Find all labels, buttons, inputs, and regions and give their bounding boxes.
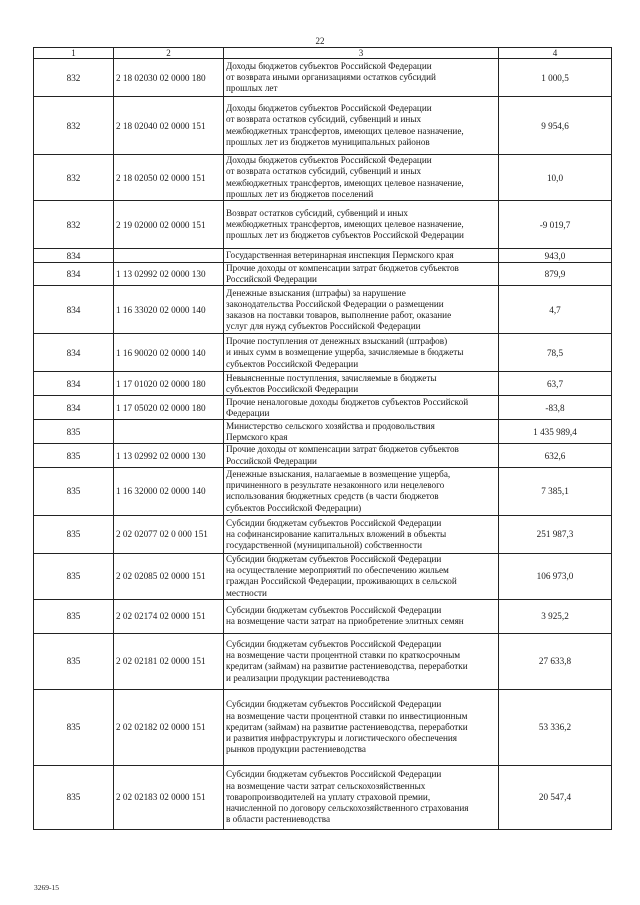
admin-code-cell: 835 [34,467,114,515]
revenue-code-cell: 2 02 02182 02 0000 151 [114,689,224,765]
table-row [34,467,612,515]
document-code: 3269-15 [34,883,59,892]
table-row [34,765,612,829]
revenue-name-cell: Прочие доходы от компенсации затрат бюджетов субъектов Российской Федерации [224,263,499,286]
revenue-code-cell: 2 02 02181 02 0000 151 [114,633,224,689]
amount-cell: 879,9 [499,263,612,286]
revenue-code-cell [114,249,224,263]
amount-cell: 3 925,2 [499,599,612,633]
table-row [34,263,612,286]
admin-code-cell: 835 [34,420,114,444]
revenue-name-cell: Прочие неналоговые доходы бюджетов субъектов Российской Федерации [224,396,499,420]
table-row [34,553,612,599]
table-row [34,420,612,444]
revenue-code-cell: 1 16 32000 02 0000 140 [114,467,224,515]
header-cell-2: 2 [114,48,224,59]
amount-cell: -83,8 [499,396,612,420]
revenue-name-cell: Субсидии бюджетам субъектов Российской Федерации на возмещение части затрат сельскохозяйственных товаропроизводителей на уплату страховой премии, начисленной по договору сельскохозяйственного страхования в области растениеводства [224,765,499,829]
revenue-code-cell: 2 02 02085 02 0000 151 [114,553,224,599]
admin-code-cell: 832 [34,59,114,97]
amount-cell: 106 973,0 [499,553,612,599]
table-row [34,599,612,633]
revenue-name-cell: Государственная ветеринарная инспекция Пермского края [224,249,499,263]
revenue-name-cell: Невыясненные поступления, зачисляемые в бюджеты субъектов Российской Федерации [224,372,499,396]
revenue-code-cell [114,420,224,444]
admin-code-cell: 835 [34,633,114,689]
amount-cell: 943,0 [499,249,612,263]
revenue-name-cell: Прочие доходы от компенсации затрат бюджетов субъектов Российской Федерации [224,444,499,467]
revenue-code-cell: 1 16 90020 02 0000 140 [114,334,224,372]
table-row [34,372,612,396]
header-cell-1: 1 [34,48,114,59]
revenue-code-cell: 1 16 33020 02 0000 140 [114,286,224,334]
amount-cell: 27 633,8 [499,633,612,689]
admin-code-cell: 832 [34,201,114,249]
revenue-name-cell: Доходы бюджетов субъектов Российской Федерации от возврата иными организациями остатков субсидий прошлых лет [224,59,499,97]
amount-cell: -9 019,7 [499,201,612,249]
table-header-row [34,48,612,59]
table-row [34,97,612,155]
amount-cell: 4,7 [499,286,612,334]
admin-code-cell: 832 [34,97,114,155]
table-row [34,201,612,249]
table-row [34,444,612,467]
admin-code-cell: 834 [34,396,114,420]
admin-code-cell: 835 [34,689,114,765]
amount-cell: 1 000,5 [499,59,612,97]
table-row [34,515,612,553]
table-row [34,334,612,372]
amount-cell: 1 435 989,4 [499,420,612,444]
revenue-code-cell: 1 13 02992 02 0000 130 [114,263,224,286]
amount-cell: 10,0 [499,155,612,201]
table-row [34,249,612,263]
header-cell-3: 3 [224,48,499,59]
revenue-code-cell: 2 19 02000 02 0000 151 [114,201,224,249]
admin-code-cell: 835 [34,444,114,467]
amount-cell: 9 954,6 [499,97,612,155]
amount-cell: 251 987,3 [499,515,612,553]
revenue-code-cell: 2 18 02030 02 0000 180 [114,59,224,97]
table-row [34,689,612,765]
amount-cell: 7 385,1 [499,467,612,515]
revenue-name-cell: Субсидии бюджетам субъектов Российской Федерации на осуществление мероприятий по обеспечению жильем граждан Российской Федерации, проживающих в сельской местности [224,553,499,599]
revenue-name-cell: Доходы бюджетов субъектов Российской Федерации от возврата остатков субсидий, субвенций и иных межбюджетных трансфертов, имеющих целевое назначение, прошлых лет из бюджетов муниципальных районов [224,97,499,155]
revenue-name-cell: Субсидии бюджетам субъектов Российской Федерации на возмещение части процентной ставки по краткосрочным кредитам (займам) на развитие растениеводства, переработки и реализации продукции растениеводства [224,633,499,689]
admin-code-cell: 834 [34,263,114,286]
amount-cell: 632,6 [499,444,612,467]
header-cell-4: 4 [499,48,612,59]
admin-code-cell: 835 [34,765,114,829]
table-row [34,633,612,689]
budget-table [33,47,612,830]
table-row [34,286,612,334]
admin-code-cell: 834 [34,286,114,334]
revenue-name-cell: Возврат остатков субсидий, субвенций и иных межбюджетных трансфертов, имеющих целевое назначение, прошлых лет из бюджетов субъектов Российской Федерации [224,201,499,249]
admin-code-cell: 834 [34,334,114,372]
revenue-name-cell: Денежные взыскания, налагаемые в возмещение ущерба, причиненного в результате незаконного или нецелевого использования бюджетных средств (в части бюджетов субъектов Российской Федерации) [224,467,499,515]
revenue-code-cell: 2 18 02050 02 0000 151 [114,155,224,201]
admin-code-cell: 832 [34,155,114,201]
revenue-code-cell: 2 02 02077 02 0 000 151 [114,515,224,553]
table-row [34,59,612,97]
amount-cell: 20 547,4 [499,765,612,829]
revenue-code-cell: 1 17 01020 02 0000 180 [114,372,224,396]
revenue-code-cell: 1 17 05020 02 0000 180 [114,396,224,420]
page-number: 22 [315,36,325,46]
revenue-name-cell: Доходы бюджетов субъектов Российской Федерации от возврата остатков субсидий, субвенций и иных межбюджетных трансфертов, имеющих целевое назначение, прошлых лет из бюджетов поселений [224,155,499,201]
revenue-name-cell: Субсидии бюджетам субъектов Российской Федерации на возмещение части процентной ставки по инвестиционным кредитам (займам) на развитие растениеводства, переработки и развития инфраструктуры и логистического обеспечения рынков продукции растениеводства [224,689,499,765]
amount-cell: 78,5 [499,334,612,372]
revenue-code-cell: 2 02 02183 02 0000 151 [114,765,224,829]
revenue-code-cell: 1 13 02992 02 0000 130 [114,444,224,467]
revenue-name-cell: Субсидии бюджетам субъектов Российской Федерации на возмещение части затрат на приобретение элитных семян [224,599,499,633]
revenue-name-cell: Министерство сельского хозяйства и продовольствия Пермского края [224,420,499,444]
amount-cell: 53 336,2 [499,689,612,765]
table-row [34,155,612,201]
admin-code-cell: 835 [34,553,114,599]
revenue-code-cell: 2 18 02040 02 0000 151 [114,97,224,155]
revenue-name-cell: Субсидии бюджетам субъектов Российской Федерации на софинансирование капитальных вложений в объекты государственной (муниципальной) собственности [224,515,499,553]
admin-code-cell: 834 [34,249,114,263]
admin-code-cell: 834 [34,372,114,396]
amount-cell: 63,7 [499,372,612,396]
admin-code-cell: 835 [34,599,114,633]
table-row [34,396,612,420]
revenue-code-cell: 2 02 02174 02 0000 151 [114,599,224,633]
revenue-name-cell: Денежные взыскания (штрафы) за нарушение законодательства Российской Федерации о размещении заказов на поставки товаров, выполнение работ, оказание услуг для нужд субъектов Российской Федерации [224,286,499,334]
admin-code-cell: 835 [34,515,114,553]
revenue-name-cell: Прочие поступления от денежных взысканий (штрафов) и иных сумм в возмещение ущерба, зачисляемые в бюджеты субъектов Российской Федерации [224,334,499,372]
